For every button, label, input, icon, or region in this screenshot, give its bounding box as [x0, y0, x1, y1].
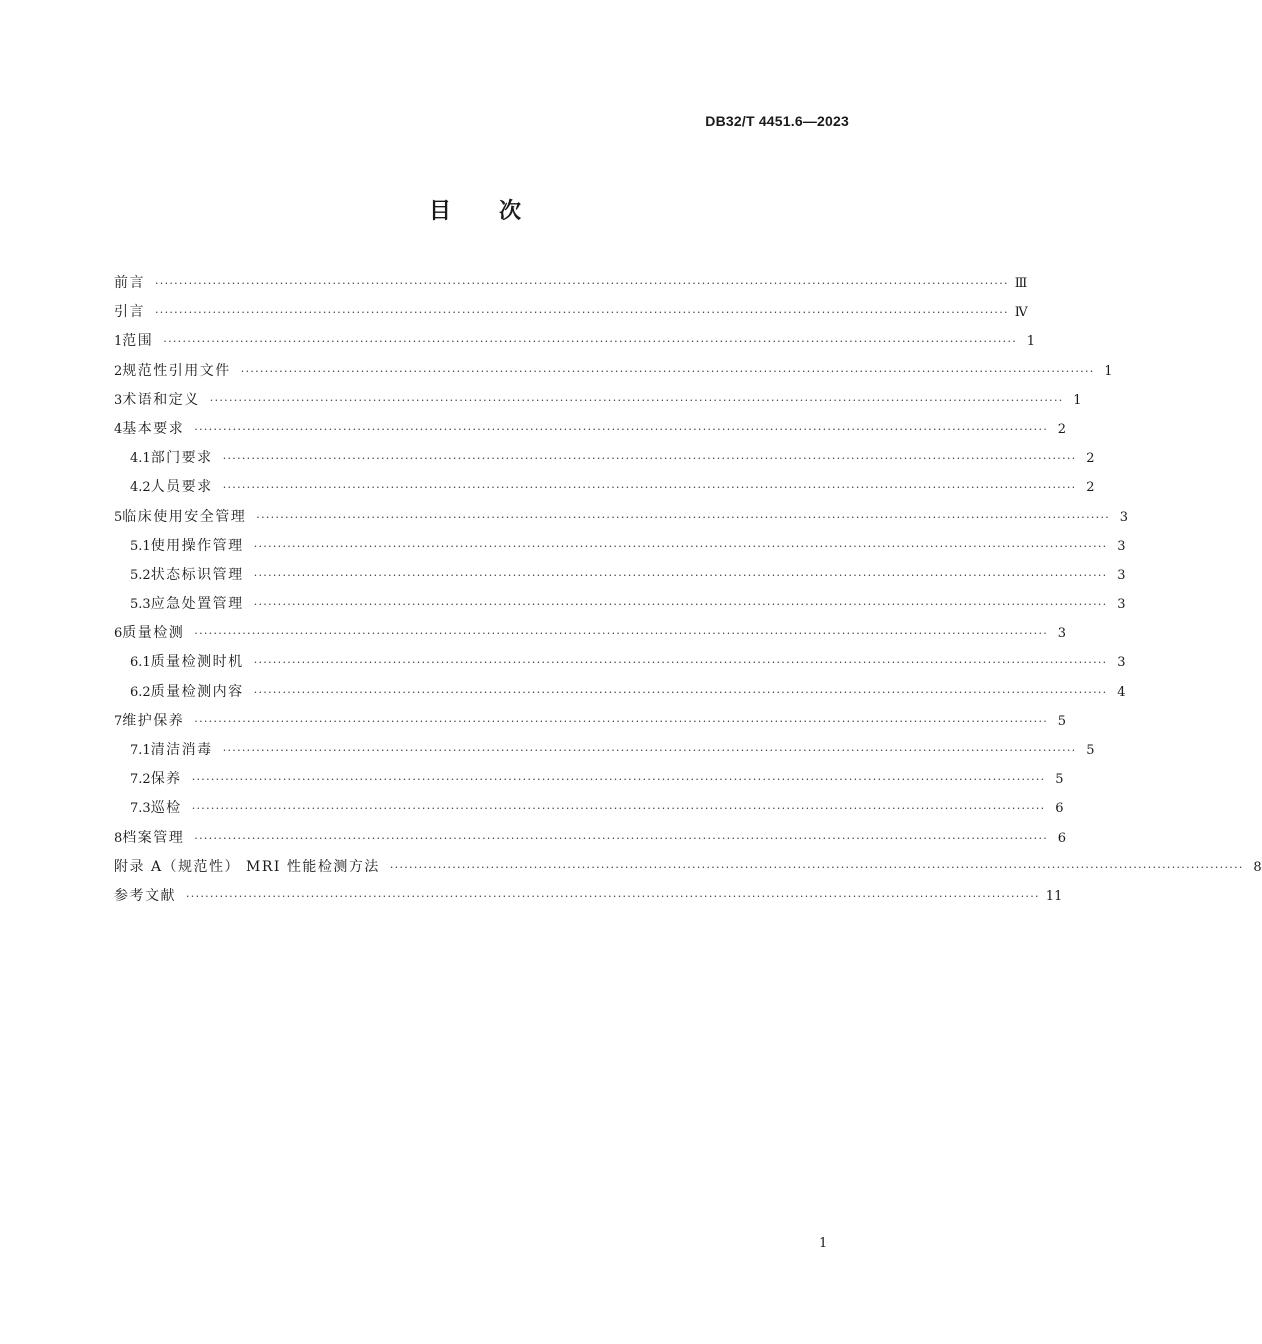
toc-entry[interactable]: [114, 473, 1095, 502]
toc-entry-label: 质量检测: [122, 625, 185, 642]
document-code: DB32/T 4451.6—2023: [705, 113, 849, 129]
toc-entry-label: 质量检测时机: [150, 654, 244, 671]
toc-entry-page: 3: [1119, 509, 1129, 525]
page-title: 目次: [428, 199, 569, 224]
toc-entry-page: 1: [1104, 363, 1113, 379]
toc-dot-leader: ··················································································································································································: [256, 510, 1111, 524]
toc-entry-page: 8: [1253, 859, 1262, 875]
toc-dot-leader: ··················································································································································································: [222, 452, 1077, 466]
toc-dot-leader: ··················································································································································································: [163, 335, 1018, 349]
toc-entry-number: 5.1: [130, 538, 151, 554]
toc-dot-leader: ··················································································································································································: [389, 860, 1244, 874]
toc-dot-leader: ··················································································································································································: [186, 889, 1040, 903]
toc-entry-number: 4: [114, 421, 123, 437]
toc-entry-page: Ⅲ: [1014, 276, 1028, 291]
toc-entry-label: 前言: [114, 275, 145, 291]
toc-entry-page: 2: [1086, 451, 1095, 467]
toc-dot-leader: ··················································································································································································: [253, 539, 1108, 553]
toc-entry[interactable]: [114, 853, 1262, 882]
toc-entry-number: 2: [114, 363, 123, 379]
toc-entry-page: Ⅳ: [1014, 305, 1028, 321]
toc-entry-page: 2: [1057, 421, 1067, 437]
toc-entry-number: 5.2: [130, 567, 151, 583]
toc-entry[interactable]: [114, 765, 1064, 794]
toc-entry-label: 保养: [150, 771, 182, 788]
toc-entry-page: 1: [1073, 392, 1082, 408]
toc-entry[interactable]: [114, 794, 1064, 823]
toc-entry-number: 6.2: [130, 684, 151, 700]
toc-entry-number: 7.1: [130, 743, 151, 758]
toc-entry-number: 1: [114, 334, 123, 350]
toc-entry-label: 使用操作管理: [150, 537, 244, 554]
toc-entry[interactable]: [114, 444, 1095, 473]
page-number: 1: [819, 1236, 828, 1251]
toc-entry[interactable]: [114, 561, 1126, 590]
toc-dot-leader: ··················································································································································································: [194, 831, 1049, 845]
toc-entry-label: 参考文献: [114, 887, 176, 904]
toc-entry-page: 1: [1026, 334, 1036, 350]
toc-entry[interactable]: [114, 269, 1028, 298]
toc-entry-page: 2: [1086, 480, 1095, 496]
toc-entry[interactable]: [114, 619, 1067, 648]
toc-entry-label: 规范性引用文件: [122, 362, 231, 379]
toc-entry-label: 清洁消毒: [150, 742, 213, 758]
toc-dot-leader: ··················································································································································································: [209, 393, 1064, 407]
toc-dot-leader: ··················································································································································································: [253, 656, 1108, 670]
toc-entry-label: 状态标识管理: [150, 566, 244, 583]
toc-dot-leader: ··················································································································································································: [155, 306, 1009, 320]
toc-entry-label: 维护保养: [122, 712, 185, 729]
toc-entry-number: 4.2: [130, 480, 151, 496]
toc-entry-number: 7.3: [130, 801, 151, 817]
toc-entry-page: 6: [1057, 830, 1067, 846]
toc-entry-page: 5: [1057, 713, 1067, 729]
toc-entry-label: 质量检测内容: [150, 683, 244, 700]
toc-entry[interactable]: [114, 532, 1126, 561]
toc-entry[interactable]: [114, 824, 1067, 853]
toc-entry-label: 基本要求: [122, 420, 185, 437]
toc-entry-label: 附录 A（规范性） MRI 性能检测方法: [114, 858, 380, 875]
toc-entry-label: 人员要求: [150, 479, 213, 496]
toc-entry-page: 6: [1055, 801, 1064, 817]
toc-entry[interactable]: [114, 357, 1113, 386]
toc-entry[interactable]: [114, 736, 1095, 765]
toc-entry-page: 11: [1045, 888, 1063, 904]
toc-entry-page: 3: [1117, 655, 1126, 671]
toc-entry[interactable]: [114, 386, 1082, 415]
toc-entry-label: 术语和定义: [122, 391, 200, 408]
toc-entry-number: 7: [114, 713, 123, 729]
toc-entry-page: 3: [1117, 567, 1126, 583]
toc-dot-leader: ··················································································································································································: [222, 481, 1077, 495]
toc-entry-label: 临床使用安全管理: [122, 508, 247, 525]
toc-entry-number: 5: [114, 509, 123, 525]
toc-entry-label: 部门要求: [150, 450, 213, 467]
toc-entry-page: 5: [1086, 743, 1095, 758]
toc-entry-label: 应急处置管理: [150, 596, 244, 613]
toc-dot-leader: ··················································································································································································: [240, 364, 1095, 378]
toc-entry[interactable]: [114, 415, 1067, 444]
toc-dot-leader: ··················································································································································································: [222, 744, 1077, 757]
toc-entry[interactable]: [114, 590, 1126, 619]
toc-entry-label: 引言: [114, 304, 145, 321]
toc-entry-page: 4: [1117, 684, 1126, 700]
toc-entry-number: 6: [114, 626, 123, 642]
toc-dot-leader: ··················································································································································································: [191, 802, 1046, 816]
toc-entry-number: 7.2: [130, 772, 151, 788]
toc-entry[interactable]: [114, 327, 1036, 356]
toc-entry-number: 8: [114, 830, 123, 846]
toc-entry-label: 档案管理: [122, 829, 185, 846]
toc-dot-leader: ··················································································································································································: [194, 422, 1049, 436]
toc-entry-page: 3: [1057, 626, 1067, 642]
toc-dot-leader: ··················································································································································································: [253, 568, 1108, 582]
table-of-contents: [114, 269, 1262, 911]
toc-dot-leader: ··················································································································································································: [155, 277, 1009, 290]
toc-entry[interactable]: [114, 503, 1129, 532]
toc-entry-page: 3: [1117, 538, 1126, 554]
toc-dot-leader: ··················································································································································································: [253, 685, 1108, 699]
toc-entry-label: 巡检: [150, 800, 182, 817]
toc-entry[interactable]: [114, 678, 1126, 707]
toc-entry-number: 5.3: [130, 597, 151, 613]
toc-entry-number: 6.1: [130, 655, 151, 671]
toc-entry-number: 3: [114, 392, 123, 408]
toc-entry-number: 4.1: [130, 451, 151, 467]
toc-entry[interactable]: [114, 707, 1067, 736]
toc-dot-leader: ··················································································································································································: [191, 773, 1046, 787]
toc-entry[interactable]: [114, 648, 1126, 677]
toc-dot-leader: ··················································································································································································: [253, 598, 1108, 612]
toc-entry[interactable]: [114, 298, 1028, 327]
toc-entry-page: 3: [1117, 597, 1126, 613]
toc-dot-leader: ··················································································································································································: [194, 714, 1049, 728]
toc-dot-leader: ··················································································································································································: [194, 627, 1049, 641]
toc-entry-page: 5: [1055, 772, 1064, 788]
toc-entry[interactable]: [114, 882, 1063, 911]
toc-entry-label: 范围: [122, 333, 154, 350]
